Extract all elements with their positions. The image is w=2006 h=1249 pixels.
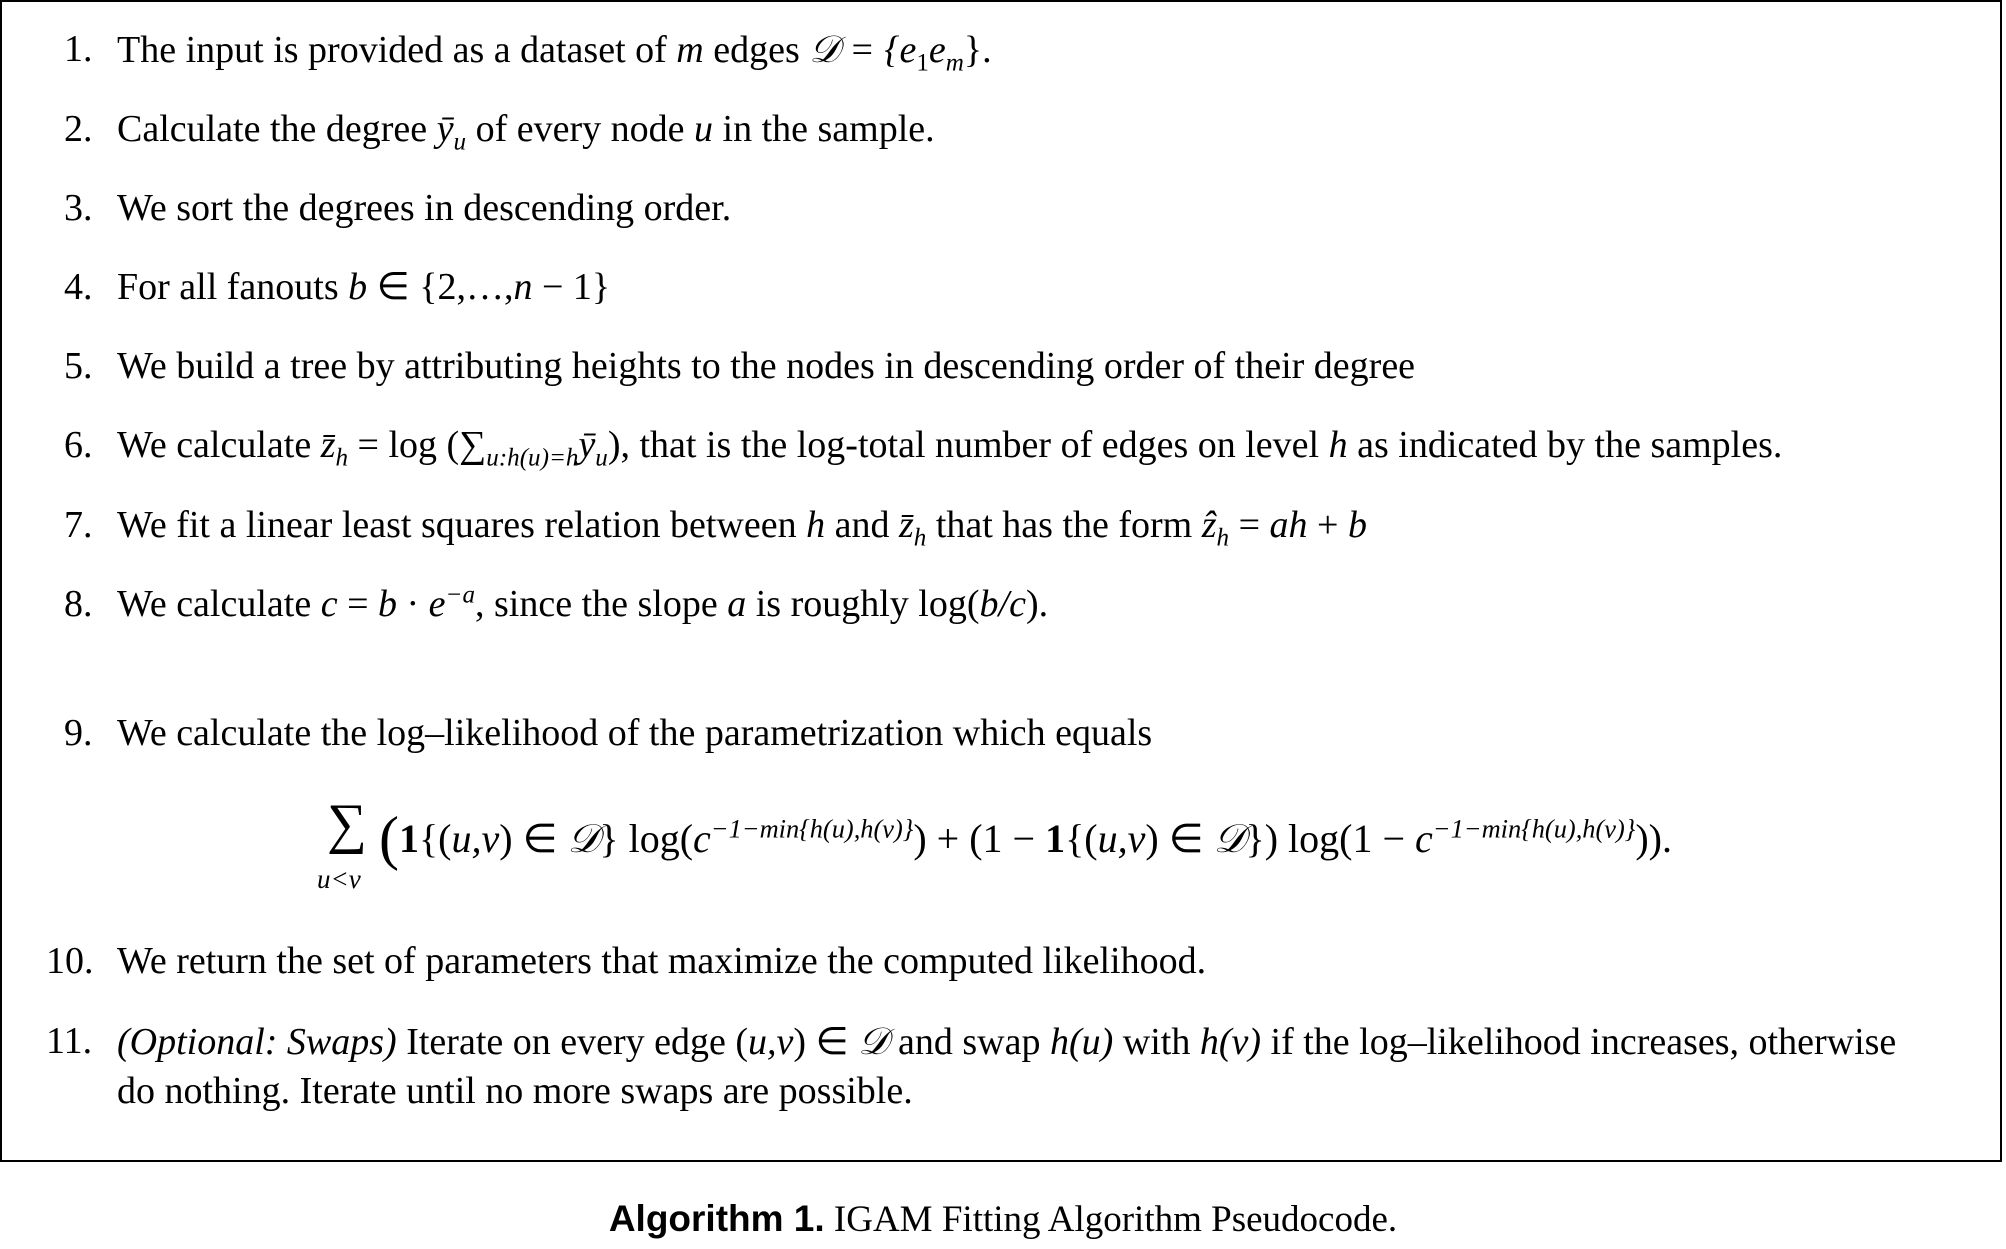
step-number: 8. — [64, 583, 93, 625]
step-text — [117, 583, 1048, 627]
step-text — [117, 266, 610, 310]
math-expr: = — [337, 583, 379, 625]
step-text: We calculate the log–likelihood of the parametrization which equals — [117, 712, 1153, 754]
math-var: h — [1328, 424, 1348, 466]
math-expr: {( — [418, 816, 452, 861]
step-text: We sort the degrees in descending order. — [117, 187, 732, 229]
step-text-part: We calculate — [117, 424, 321, 466]
math-var: c — [320, 583, 338, 625]
math-dataset-symbol: 𝒟 — [1213, 816, 1246, 862]
math-var: b — [348, 266, 368, 308]
math-var: u — [694, 108, 714, 150]
step-text — [117, 1020, 1896, 1065]
math-expr: ) + (1 − — [913, 816, 1046, 861]
step-number: 1. — [64, 28, 93, 70]
math-dataset-symbol: 𝒟 — [567, 816, 600, 862]
math-expr: ∈ {2,…, — [367, 266, 514, 308]
step-text-part: ), that is the log-total number of edges on level — [607, 424, 1329, 466]
step-text-part: }. — [963, 29, 992, 71]
math-var: ȳ — [436, 108, 454, 150]
math-var: b/c — [979, 583, 1026, 625]
step-text: We build a tree by attributing heights to the nodes in descending order of their degree — [117, 345, 1416, 387]
step-text-part: and swap — [888, 1021, 1050, 1063]
math-sub: u — [595, 444, 608, 472]
math-expr: {( — [1065, 816, 1098, 861]
figure-caption — [0, 1198, 2006, 1241]
step-text-part: We fit a linear least squares relation between — [117, 504, 807, 546]
math-sup: −1−min{h(u),h(v)} — [1432, 813, 1636, 844]
math-var: z̄ — [898, 504, 914, 546]
step-number: 2. — [64, 108, 93, 150]
step-text-part: with — [1113, 1021, 1200, 1063]
step-text-part: in the sample. — [713, 108, 935, 150]
indicator-one: 1 — [398, 816, 419, 861]
math-var: h(u) — [1049, 1021, 1114, 1063]
step-text — [117, 424, 1783, 472]
math-sup: −1−min{h(u),h(v)} — [710, 813, 914, 844]
step-text-part: We calculate — [117, 583, 321, 625]
math-var: u,v — [451, 816, 500, 861]
sum-index: u<v — [317, 864, 361, 894]
step-number: 11. — [46, 1020, 93, 1062]
caption-label: Algorithm 1. — [608, 1198, 825, 1239]
math-var: u,v — [1097, 816, 1146, 861]
math-var: h(v) — [1199, 1021, 1262, 1063]
step-text-part: Calculate the degree — [117, 108, 437, 150]
step-text — [117, 108, 935, 156]
math-sub: h — [335, 444, 349, 472]
math-expr: − 1} — [532, 266, 611, 308]
math-sub: h — [913, 524, 927, 552]
math-var: ẑ — [1201, 504, 1217, 546]
math-expr: )). — [1635, 816, 1672, 861]
step-text-part: if the log–likelihood increases, otherwise — [1261, 1021, 1897, 1063]
step-number: 4. — [64, 266, 93, 308]
math-expr: } log( — [599, 816, 694, 861]
optional-label: (Optional: Swaps) — [117, 1021, 397, 1063]
math-sub: 1 — [916, 49, 929, 77]
step-number: 10. — [46, 940, 94, 982]
math-expr: ) ∈ — [499, 816, 568, 861]
step-number: 6. — [64, 424, 93, 466]
step-text-part: ). — [1025, 583, 1049, 625]
math-expr: = log (∑ — [348, 424, 487, 466]
math-var: a — [727, 583, 747, 625]
step-number: 3. — [64, 187, 93, 229]
math-dataset-symbol: 𝒟 — [858, 1019, 889, 1063]
math-var: ȳ — [578, 424, 596, 466]
step-text: We return the set of parameters that maximize the computed likelihood. — [117, 940, 1207, 982]
step-text-part: edges — [703, 29, 810, 71]
math-var: z̄ — [320, 424, 336, 466]
math-var: b — [378, 583, 398, 625]
math-sub: m — [945, 49, 964, 77]
step-text — [117, 504, 1367, 552]
math-var: c — [1415, 816, 1433, 861]
math-var: n — [513, 266, 533, 308]
math-expr: + — [1307, 504, 1348, 546]
step-text-part: that has the form — [926, 504, 1202, 546]
step-text-part: is roughly log( — [746, 583, 980, 625]
step-text-part: The input is provided as a dataset of — [117, 29, 677, 71]
step-text-part: Iterate on every edge ( — [396, 1021, 749, 1063]
math-dataset-symbol: 𝒟 — [809, 27, 840, 71]
math-expr: = {e — [839, 29, 917, 71]
formula-body: (1{(u,v) ∈ 𝒟} $\log(c^{-1-min\{h(u),h(v)\}}) + (1 - 1\{(u,v)$ ∈ 𝒟}) $\log(1 - c^{-1-min\{h(u),h(v)\}})$). — [379, 805, 1672, 871]
math-sub: u:h(u)=h — [486, 444, 579, 472]
math-expr: ) ∈ — [793, 1021, 859, 1063]
likelihood-formula — [317, 792, 1817, 902]
sum-symbol: ∑ — [327, 793, 367, 855]
math-sup: −a — [445, 581, 476, 609]
step-text — [117, 27, 992, 77]
math-var: m — [676, 29, 704, 71]
step-text-part: of every node — [466, 108, 695, 150]
step-number: 5. — [64, 345, 93, 387]
math-var: e — [928, 29, 946, 71]
math-var: e — [428, 583, 446, 625]
math-var: h — [806, 504, 826, 546]
step-text-part: as indicated by the samples. — [1347, 424, 1783, 466]
math-var: c — [693, 816, 711, 861]
math-sub: h — [1216, 524, 1230, 552]
math-expr: }) log(1 − — [1245, 816, 1416, 861]
step-text-part: , since the slope — [475, 583, 728, 625]
step-text-part: For all fanouts — [117, 266, 349, 308]
math-var: b — [1347, 504, 1367, 546]
math-expr: ) ∈ — [1145, 816, 1214, 861]
step-text-part: and — [825, 504, 899, 546]
math-sub: u — [453, 128, 467, 156]
step-number: 7. — [64, 504, 93, 546]
math-var: ah — [1269, 504, 1308, 546]
step-text: do nothing. Iterate until no more swaps are possible. — [117, 1070, 913, 1112]
math-expr: · — [397, 583, 429, 625]
step-number: 9. — [64, 712, 93, 754]
math-expr: = — [1229, 504, 1270, 546]
caption-text: IGAM Fitting Algorithm Pseudocode. — [824, 1199, 1398, 1240]
indicator-one: 1 — [1045, 816, 1066, 861]
math-var: u,v — [748, 1021, 794, 1063]
